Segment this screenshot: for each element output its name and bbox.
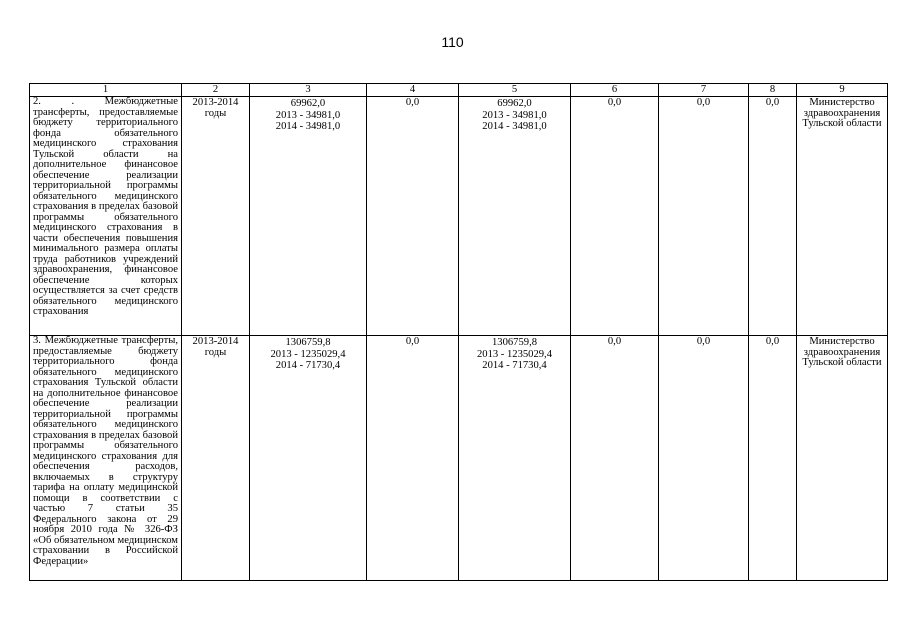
header-cell: 4 [367,84,459,97]
header-cell: 9 [797,84,888,97]
header-cell: 2 [182,84,250,97]
description-cell: 2. . Межбюджетные трансферты, предоставляемые бюджету территориального фонда обязательного медицинского страхования Тульской области на дополнительное финансовое обеспечение реализации территориальной программы обязательного медицинского страхования в пределах базовой программы обязательного медицинского страхования в части обеспечения повышения минимального размера оплаты труда работников учреждений здравоохранения, финансовое обеспечение которых осуществляется за счет средств обязательного медицинского страхования [30,97,182,336]
year-2014-value: 2014 - 71730,4 [482,360,547,371]
total-value: 69962,0 [290,98,326,109]
value-cell: 0,0 [367,336,459,581]
header-cell: 1 [30,84,182,97]
year-2013-value: 2013 - 34981,0 [482,109,547,121]
year-2014-value: 2014 - 34981,0 [482,121,547,132]
budget-table [29,83,888,581]
value-cell: 0,0 [749,336,797,581]
value-cell: 0,0 [571,97,659,336]
header-cell: 8 [749,84,797,97]
period-cell: 2013-2014 годы [182,336,250,581]
year-2013-value: 2013 - 1235029,4 [270,348,346,360]
header-row [30,84,888,97]
header-cell: 5 [459,84,571,97]
value-cell: 0,0 [659,336,749,581]
header-cell: 7 [659,84,749,97]
total-cell [459,97,571,336]
total-cell [250,336,367,581]
value-cell: 0,0 [749,97,797,336]
description-cell: 3. Межбюджетные трансферты, предоставляемые бюджету территориального фонда обязательного медицинского страхования Тульской области на дополнительное финансовое обеспечение реализации территориальной программы обязательного медицинского страхования в пределах базовой программы обязательного медицинского страхования для обеспечения расходов, включаемых в структуру тарифа на оплату медицинской помощи в соответствии с частью 7 статьи 35 Федерального закона от 29 ноября 2010 года № 326-ФЗ «Об обязательном медицинском страховании в Российской Федерации» [30,336,182,581]
period-cell: 2013-2014 годы [182,97,250,336]
total-value: 1306759,8 [285,337,331,348]
year-2014-value: 2014 - 34981,0 [275,121,341,132]
total-cell [250,97,367,336]
page-number: 110 [441,34,464,50]
executor-cell: Министерство здравоохранения Тульской области [797,336,888,581]
value-cell: 0,0 [367,97,459,336]
value-cell: 0,0 [659,97,749,336]
header-cell: 3 [250,84,367,97]
year-2013-value: 2013 - 1235029,4 [476,348,553,360]
executor-cell: Министерство здравоохранения Тульской области [797,97,888,336]
year-2014-value: 2014 - 71730,4 [275,360,341,371]
value-cell: 0,0 [571,336,659,581]
year-2013-value: 2013 - 34981,0 [275,109,341,121]
total-value: 1306759,8 [491,337,538,348]
total-cell [459,336,571,581]
table-row [30,97,888,336]
table-row [30,336,888,581]
header-cell: 6 [571,84,659,97]
total-value: 69962,0 [497,98,532,109]
